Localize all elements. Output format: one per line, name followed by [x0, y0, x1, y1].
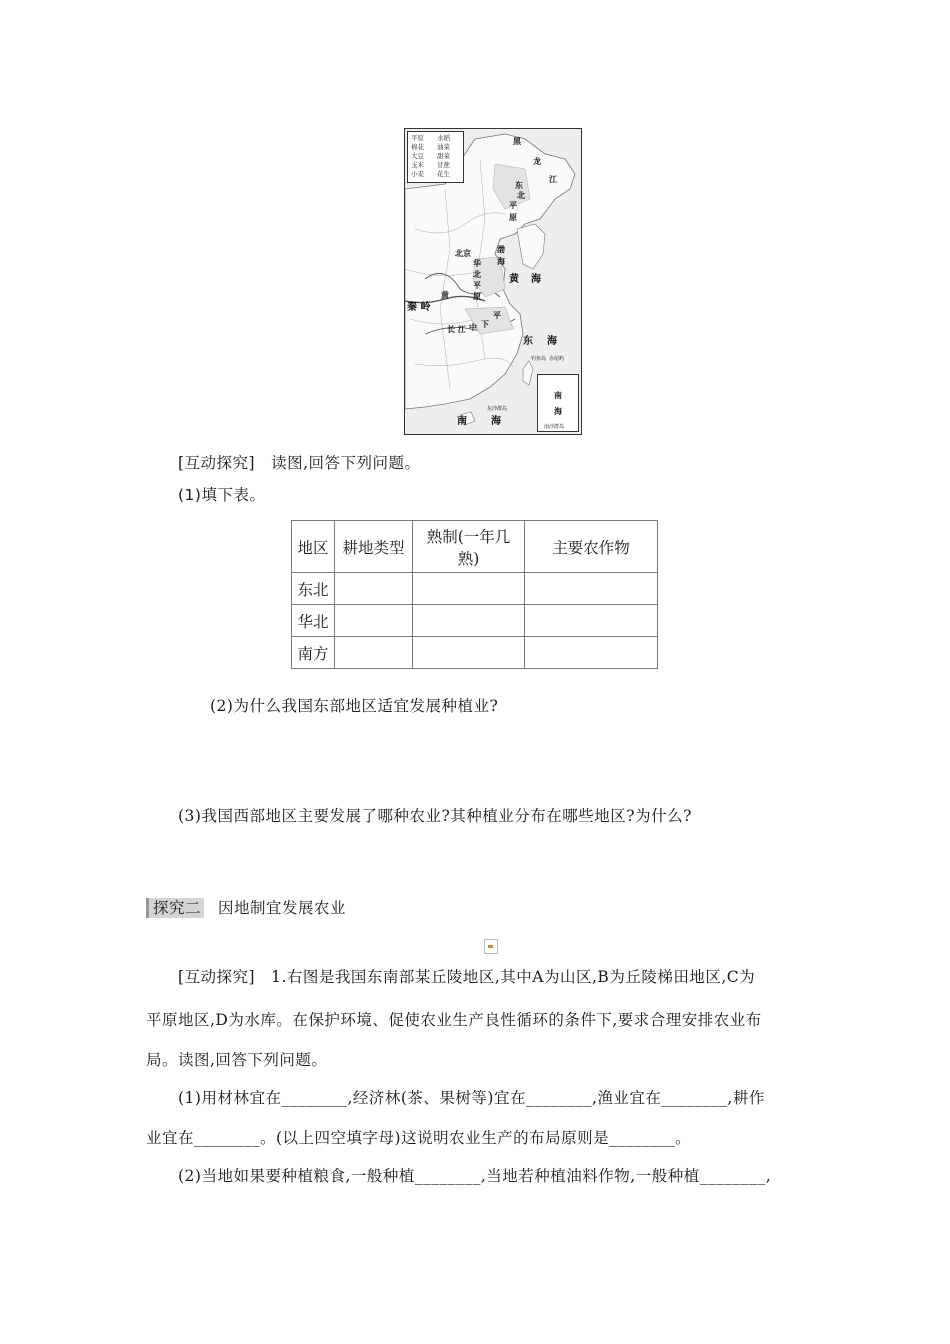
map-label: 平 [493, 311, 501, 320]
map-label: 长 江 [447, 325, 466, 334]
header-line: 熟制(一年几 [426, 527, 511, 546]
map-label: 南 [554, 391, 562, 400]
section2-question-2: (2)当地如果要种植粮食,一般种植________,当地若种植油料作物,一般种植________, [178, 1167, 772, 1185]
legend-item: 水稻 [437, 134, 450, 142]
map-label: 南沙群岛 [544, 424, 565, 430]
legend-item: 平原 [411, 134, 424, 142]
south-china-sea-inset [537, 374, 579, 432]
map-label: 平 [473, 281, 481, 290]
map-label: 海 [547, 336, 557, 347]
table-cell-blank[interactable] [413, 637, 525, 669]
header-line: 熟) [457, 549, 480, 568]
broken-image-icon [484, 939, 498, 954]
map-label: 原 [473, 292, 481, 301]
section2-title: 因地制宜发展农业 [218, 899, 347, 917]
section2-tag: 探究二 [146, 898, 204, 918]
table-row-label: 东北 [292, 573, 335, 605]
table-cell-blank[interactable] [525, 605, 658, 637]
table-row [292, 605, 658, 637]
table-row-label: 南方 [292, 637, 335, 669]
table-row [292, 637, 658, 669]
section1-question-1: (1)填下表。 [178, 486, 266, 504]
map-legend [407, 131, 464, 183]
section2-paragraph-line: [互动探究] 1.右图是我国东南部某丘陵地区,其中A为山区,B为丘陵梯田地区,C为 [178, 968, 756, 986]
map-label: 海 [531, 274, 541, 285]
legend-item: 棉花 [411, 143, 424, 151]
section2-paragraph-line: 局。读图,回答下列问题。 [146, 1051, 328, 1069]
map-label: 南 [457, 416, 467, 427]
map-label: 黄 [441, 291, 449, 300]
table-cell-blank[interactable] [413, 605, 525, 637]
map-label: 北 [517, 191, 525, 200]
map-label: 黄 [509, 274, 519, 285]
section1-question-3: (3)我国西部地区主要发展了哪种农业?其种植业分布在哪些地区?为什么? [178, 807, 692, 825]
table-header-cell: 主要农作物 [525, 521, 658, 573]
agriculture-map [404, 128, 582, 435]
map-label: 龙 [533, 157, 541, 166]
table-header-row [292, 521, 658, 573]
map-label: 华 [473, 259, 481, 268]
legend-item: 玉米 [411, 161, 424, 169]
table-cell-blank[interactable] [335, 637, 413, 669]
map-label: 海 [554, 407, 562, 416]
map-label: 中 [469, 323, 477, 332]
section2-paragraph-line: 平原地区,D为水库。在保护环境、促使农业生产良性循环的条件下,要求合理安排农业布 [146, 1011, 762, 1029]
map-label: 江 [549, 175, 557, 184]
legend-item: 油菜 [437, 143, 450, 151]
map-label: 北京 [455, 249, 471, 258]
table-row-label: 华北 [292, 605, 335, 637]
table-cell-blank[interactable] [525, 573, 658, 605]
map-label: 平 [509, 201, 517, 210]
map-label: 钓鱼岛 [531, 356, 547, 362]
legend-item: 大豆 [411, 152, 424, 160]
table-row [292, 573, 658, 605]
map-label: 黑 [513, 137, 521, 146]
map-label: 海 [497, 257, 505, 266]
map-label: 赤尾屿 [549, 356, 565, 362]
map-label: 东沙群岛 [487, 406, 508, 412]
map-label: 北 [473, 270, 481, 279]
table-header-cell: 耕地类型 [335, 521, 413, 573]
table-cell-blank[interactable] [335, 573, 413, 605]
section1-question-2: (2)为什么我国东部地区适宜发展种植业? [210, 697, 499, 715]
table-cell-blank[interactable] [525, 637, 658, 669]
table-header-cell-ripening [413, 521, 525, 573]
table-cell-blank[interactable] [335, 605, 413, 637]
legend-item: 小麦 [411, 170, 424, 178]
map-label: 东 [515, 181, 523, 190]
table-cell-blank[interactable] [413, 573, 525, 605]
map-label: 东 [523, 336, 533, 347]
map-label: 秦 岭 [407, 302, 431, 313]
map-label: 渤 [497, 245, 505, 254]
map-label: 原 [509, 213, 517, 222]
legend-item: 花生 [437, 170, 450, 178]
map-label: 海 [491, 416, 501, 427]
section2-question-1: (1)用材林宜在________,经济林(茶、果树等)宜在________,渔业宜在________,耕作 [178, 1089, 765, 1107]
map-label: 下 [481, 320, 489, 329]
section1-prompt: [互动探究] 读图,回答下列问题。 [178, 454, 421, 472]
table-header-cell: 地区 [292, 521, 335, 573]
legend-item: 甜菜 [437, 152, 450, 160]
legend-item: 甘蔗 [437, 161, 450, 169]
fill-in-table [291, 520, 658, 669]
section2-question-1-cont: 业宜在________。(以上四空填字母)这说明农业生产的布局原则是________。 [146, 1129, 692, 1147]
